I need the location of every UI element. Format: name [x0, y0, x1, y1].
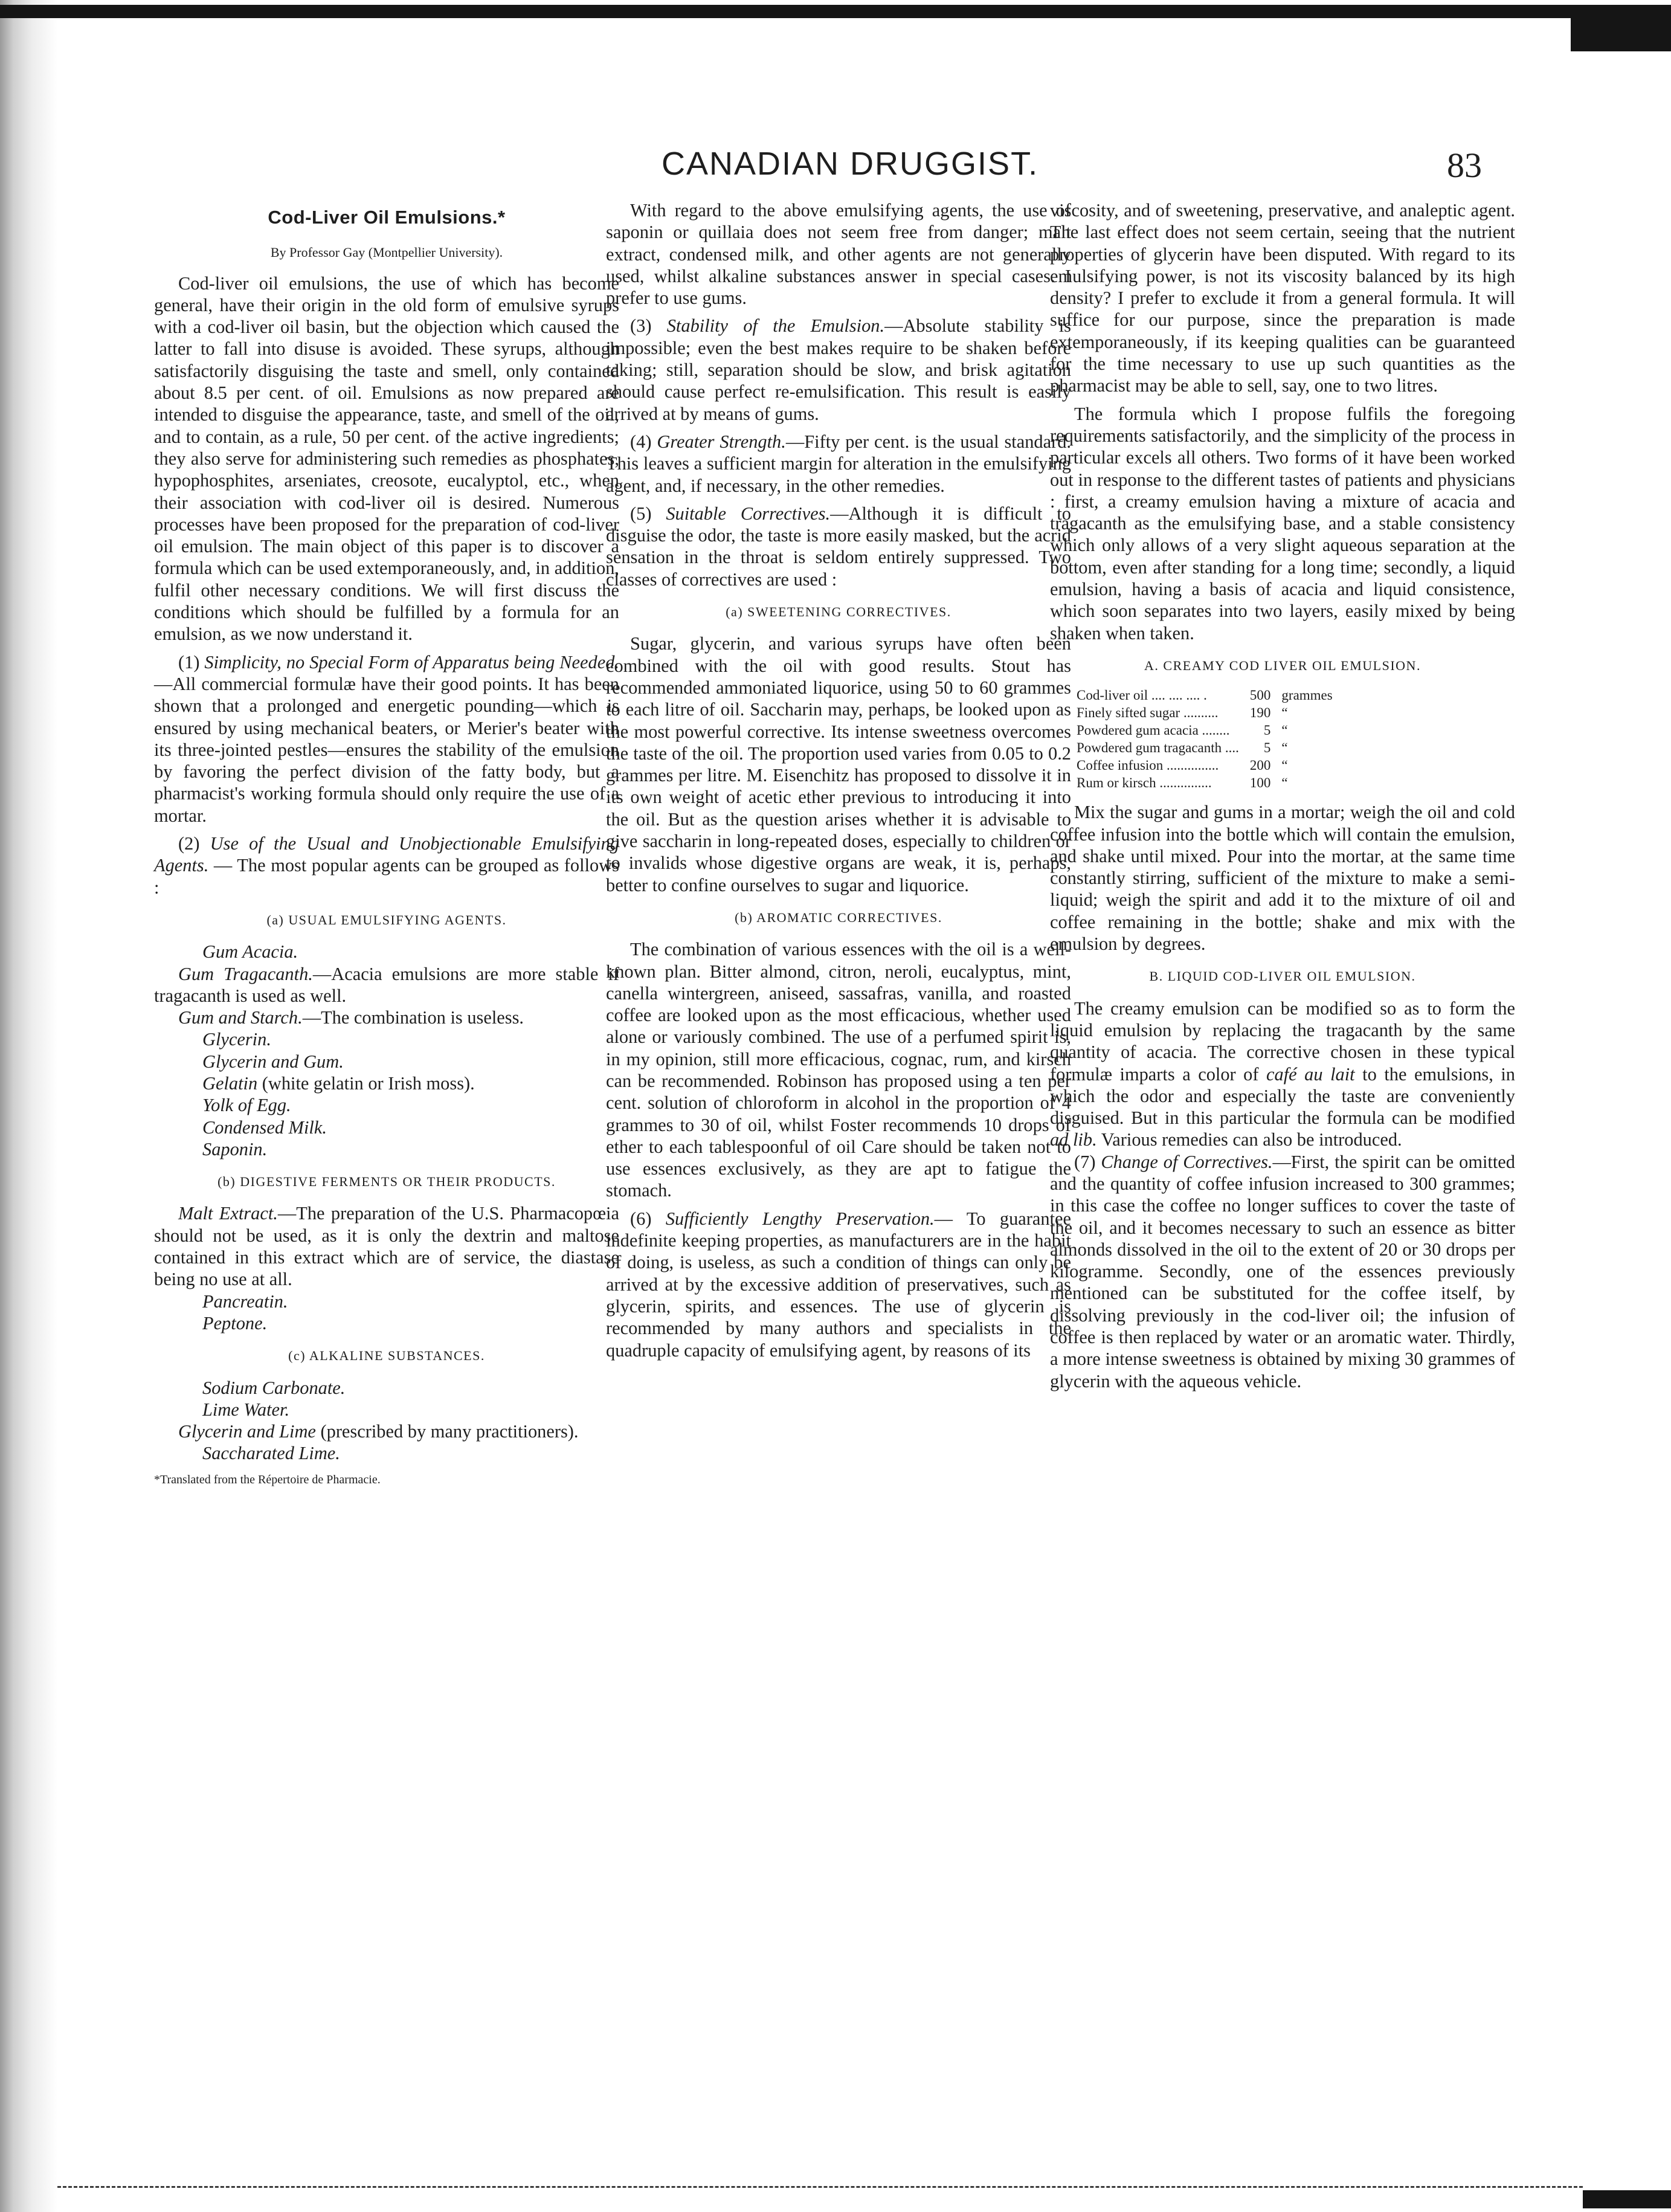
paragraph: Glycerin and Lime (prescribed by many practitioners). — [178, 1421, 579, 1442]
paragraph: Gum and Starch.—The combination is useless. — [178, 1007, 524, 1028]
table-row: Powdered gum acacia ........ 5 “ — [1077, 723, 1288, 738]
scan-bottom-rule — [57, 2186, 1583, 2188]
scan-edge-shadow — [0, 0, 57, 2212]
paragraph: With regard to the above emulsifying agents, the use of saponin or quillaia does not seem free from danger; malt extract, condensed milk, and other agents are not generally used, whilst alkaline substances answer in special cases. I prefer to use gums. — [606, 200, 1071, 309]
paragraph: (7) Change of Correctives.—First, the spirit can be omitted and the quantity of coffee infusion increased to 300 grammes; in this case the coffee no longer suffices to cover the taste of the oil, and it becomes necessary to such an essence as bitter almonds dissolved in the oil to the extent of 20 or 30 drops per kilogramme. Secondly, one of the essences previously mentioned can be substituted for the coffee itself, by dissolving previously in the cod-liver oil; the infusion of coffee is then replaced by water or an aromatic water. Thirdly, a more intense sweetness is obtained by mixing 30 grammes of glycerin with the aqueous vehicle. — [1050, 1151, 1515, 1391]
list-item: Saponin. — [202, 1138, 268, 1159]
scan-top-corner — [1571, 18, 1671, 51]
paragraph: (6) Sufficiently Lengthy Preservation.— To guarantee indefinite keeping properties, as manufacturers are in the habit of doing, is useless, as such a condition of things can only be arrived at by the excessive addition of preservatives, such as glycerin, spirits, and essences. The use of glycerin is recommended by many authors and specialists in the quadruple capacity of emulsifying agent, by reasons of its — [606, 1208, 1071, 1361]
paragraph: The formula which I propose fulfils the foregoing requirements satisfactorily, and the simplicity of the process in particular excels all others. Two forms of it have been worked out in response to the different tastes of patients and physicians : first, a creamy emulsion having a mixture of acacia and tragacanth as the emulsifying base, and a stable consistency which only allows of a very slight aqueous separation at the bottom, even after standing for a long time; secondly, a liquid emulsion, having a basis of acacia and liquid consistence, which soon separates into two layers, easily mixed by being shaken when taken. — [1050, 403, 1515, 643]
subheading: (a) USUAL EMULSIFYING AGENTS. — [266, 912, 507, 927]
paragraph: The combination of various essences with the oil is a well-known plan. Bitter almond, citron, neroli, eucalyptus, mint, canella wintergreen, aniseed, sassafras, vanilla, and roasted coffee are looked upon as the most efficacious, whether used alone or variously combined. The use of a perfumed spirit is, in my opinion, still more efficacious, cognac, rum, and kirsch can be recommended. Robinson has proposed using a ten per cent. solution of chloroform in alcohol in the proportion of 4 grammes to 30 of oil, whilst Foster recommends 10 drops of ether to each tablespoonful of oil Care should be taken not to use essences exclusively, as they are apt to fatigue the stomach. — [606, 939, 1071, 1201]
list-item: Glycerin. — [202, 1029, 271, 1050]
list-item: Sodium Carbonate. — [202, 1377, 346, 1398]
list-item: Yolk of Egg. — [202, 1095, 291, 1116]
subheading: B. LIQUID COD-LIVER OIL EMULSION. — [1149, 969, 1416, 984]
list-item: Glycerin and Gum. — [202, 1051, 344, 1072]
list-item: Lime Water. — [202, 1399, 290, 1420]
list-item: Peptone. — [202, 1312, 268, 1333]
page-number: 83 — [1447, 146, 1482, 185]
paragraph: The creamy emulsion can be modified so as to form the liquid emulsion by replacing the tragacanth by the same quantity of acacia. The corrective chosen in these typical formulæ imparts a color of café au lait to the emulsions, in which the odor and especially the taste are conveniently disguised. But in this particular the formula can be modified ad lib. Various remedies can also be introduced. — [1050, 998, 1515, 1150]
scan-top-border — [0, 5, 1671, 18]
table-row: Powdered gum tragacanth .... 5 “ — [1077, 740, 1288, 756]
paragraph: (1) Simplicity, no Special Form of Apparatus being Needed.—All commercial formulæ have their good points. It has been shown that a prolonged and energetic pounding—which is ensured by using mechanical beaters, or Merier's beater with its three-jointed pestles—ensures the stability of the emulsion by favoring the perfect division of the fatty body, but a pharmacist's working formula should only require the use of a mortar. — [154, 651, 619, 826]
subheading: (b) DIGESTIVE FERMENTS OR THEIR PRODUCTS. — [217, 1174, 556, 1190]
recipe-table — [1074, 686, 1335, 792]
list-item: Gelatin (white gelatin or Irish moss). — [202, 1072, 475, 1094]
list-item: Pancreatin. — [202, 1291, 288, 1312]
column-3 — [1050, 199, 1515, 1392]
paragraph: (4) Greater Strength.—Fifty per cent. is the usual standard. This leaves a sufficient margin for alteration in the emulsifying agent, and, if necessary, in the other remedies. — [606, 431, 1071, 496]
paragraph: (2) Use of the Usual and Unobjectionable Emulsifying Agents. — The most popular agents can be grouped as follows : — [154, 833, 619, 898]
column-1 — [154, 199, 619, 1488]
footnote: *Translated from the Répertoire de Pharmacie. — [154, 1472, 381, 1486]
article-title: Cod-Liver Oil Emulsions.* — [268, 207, 506, 228]
paragraph: (5) Suitable Correctives.—Although it is difficult to disguise the odor, the taste is more easily masked, but the acrid sensation in the throat is seldom entirely suppressed. Two classes of correctives are used : — [606, 503, 1071, 590]
scan-bottom-corner — [1583, 2190, 1671, 2208]
subheading: (a) SWEETENING CORRECTIVES. — [726, 604, 951, 620]
article-byline: By Professor Gay (Montpellier University). — [270, 245, 503, 260]
list-item: Gum Acacia. — [202, 941, 298, 963]
table-row: Rum or kirsch ............... 100 “ — [1077, 775, 1288, 791]
paragraph: viscosity, and of sweetening, preservative, and analeptic agent. The last effect does not seem certain, seeing that the nutrient properties of glycerin have been disputed. With regard to its emulsifying power, is not its viscosity balanced by its high density? I prefer to exclude it from a general formula. It will suffice for our purpose, since the preparation is made extemporaneously, if its keeping qualities can be guaranteed for the time necessary to use up such quantities as the pharmacist may be able to sell, say, one to two litres. — [1050, 200, 1515, 396]
subheading: A. CREAMY COD LIVER OIL EMULSION. — [1144, 657, 1421, 673]
list-item: Condensed Milk. — [202, 1117, 327, 1138]
subheading: (b) AROMATIC CORRECTIVES. — [735, 909, 942, 925]
table-row: Cod-liver oil .... .... .... . 500 grammes — [1077, 688, 1333, 703]
table-row: Finely sifted sugar .......... 190 “ — [1077, 705, 1288, 721]
paragraph: Malt Extract.—The preparation of the U.S. Pharmacopœia should not be used, as it is only the dextrin and maltose contained in this extract which are of service, the diastase being no use at all. — [154, 1203, 619, 1290]
running-title: CANADIAN DRUGGIST. — [662, 146, 1039, 182]
paragraph: Sugar, glycerin, and various syrups have often been combined with the oil with good results. Stout has recommended ammoniated liquorice, using 50 to 60 grammes to each litre of oil. Saccharin may, perhaps, be looked upon as the most powerful corrective. Its intense sweetness overcomes the taste of the oil. The proportion used varies from 0.05 to 0.2 grammes per litre. M. Eisenchitz has proposed to dissolve it in its own weight of acetic ether previous to introducing it into the oil. But as the question arises whether it is advisable to give saccharin in long-repeated doses, especially to children or to invalids whose digestive organs are weak, it is, perhaps, better to confine ourselves to sugar and liquorice. — [606, 633, 1071, 895]
paragraph: Mix the sugar and gums in a mortar; weigh the oil and cold coffee infusion into the bottle which will contain the emulsion, and shake until mixed. Pour into the mortar, at the same time constantly stirring, sufficient of the mixture to make a semi-liquid; weigh the spirit and add it to the mixture of oil and coffee remaining in the bottle; shake and mix with the emulsion by degrees. — [1050, 802, 1515, 955]
paragraph: (3) Stability of the Emulsion.—Absolute stability is impossible; even the best makes require to be shaken before taking; still, separation should be slow, and brisk agitation should cause perfect re-emulsification. This result is easily arrived at by means of gums. — [606, 315, 1071, 424]
paragraph: Gum Tragacanth.—Acacia emulsions are more stable if tragacanth is used as well. — [154, 963, 619, 1006]
table-row: Coffee infusion ............... 200 “ — [1077, 758, 1288, 773]
subheading: (c) ALKALINE SUBSTANCES. — [288, 1348, 485, 1364]
list-item: Saccharated Lime. — [202, 1443, 340, 1464]
column-2 — [606, 199, 1071, 1361]
paragraph: Cod-liver oil emulsions, the use of which has become general, have their origin in the old form of emulsive syrups with a cod-liver oil basin, but the objection which caused the latter to fall into disuse is avoided. These syrups, although satisfactorily disguising the taste and smell, only contained about 8.5 per cent. of oil. Emulsions as now prepared are intended to disguise the appearance, taste, and smell of the oil, and to contain, as a rule, 50 per cent. of the active ingredients; they also serve for administering such remedies as phosphates, hypophosphites, arseniates, creosote, eucalyptol, etc., when their association with cod-liver oil is desired. Numerous processes have been proposed for the preparation of cod-liver oil emulsion. The main object of this paper is to discover a formula which can be used extemporaneously, and, in addition, fulfil other necessary conditions. We will first discuss the conditions which should be fulfilled by a formula for an emulsion, as we now understand it. — [154, 272, 619, 645]
